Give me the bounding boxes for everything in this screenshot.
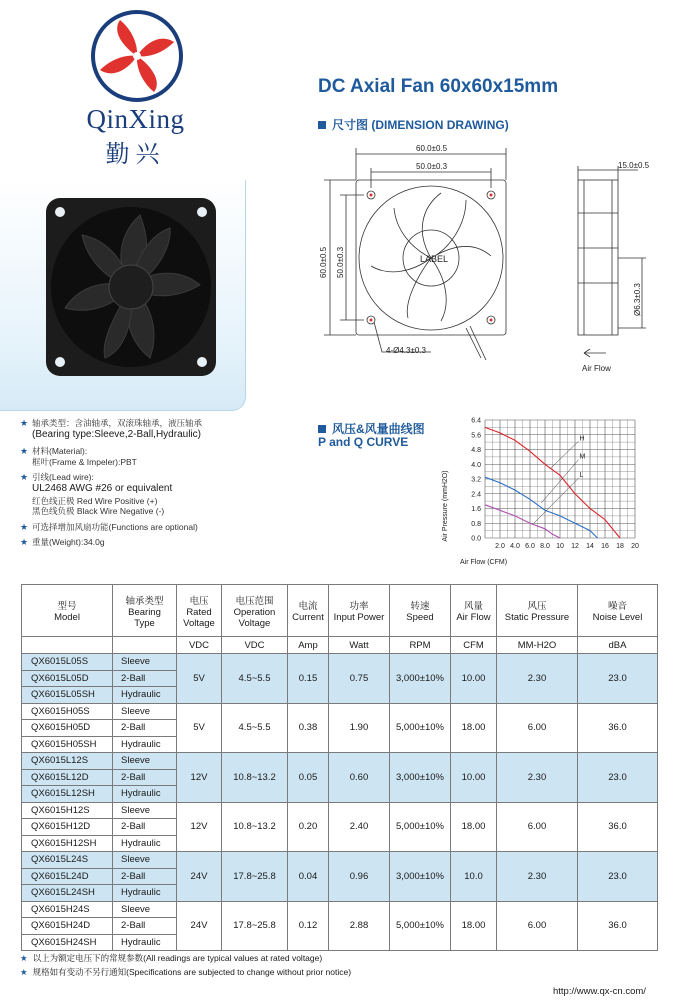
product-photo-panel [0, 180, 246, 411]
cell-current: 0.15 [288, 654, 329, 704]
th-speed: 转速 Speed [390, 585, 451, 637]
logo-pinwheel-icon [82, 6, 192, 106]
y-tick-label: 4.0 [471, 461, 481, 469]
cell-speed: 5,000±10% [390, 901, 451, 951]
cell-bearing: Sleeve [113, 703, 177, 720]
cell-model: QX6015H12SH [22, 835, 113, 852]
cell-power: 0.75 [329, 654, 390, 704]
unit-power: Watt [329, 637, 390, 654]
th-airflow: 风量 Air Flow [451, 585, 497, 637]
square-bullet-icon [318, 425, 326, 433]
x-tick-label: 10 [556, 543, 564, 550]
th-range: 电压范围 Operation Voltage [222, 585, 288, 637]
cell-pressure: 2.30 [497, 753, 578, 803]
cell-voltage: 12V [177, 802, 222, 852]
pq-xlabel: Air Flow (CFM) [460, 559, 508, 566]
unit-bearing [113, 637, 177, 654]
cell-bearing: 2-Ball [113, 918, 177, 935]
cell-noise: 23.0 [578, 852, 658, 902]
cell-pressure: 6.00 [497, 901, 578, 951]
cell-range: 10.8~13.2 [222, 753, 288, 803]
brand-name-cn: 勤兴 [105, 140, 166, 168]
cell-noise: 36.0 [578, 901, 658, 951]
cell-power: 0.96 [329, 852, 390, 902]
cell-power: 0.60 [329, 753, 390, 803]
cell-bearing: Sleeve [113, 753, 177, 770]
curve-label-L: L [579, 472, 584, 480]
y-tick-label: 0.8 [471, 520, 481, 528]
unit-airflow: CFM [451, 637, 497, 654]
table-row [22, 703, 658, 720]
cell-bearing: Sleeve [113, 654, 177, 671]
table-row [22, 654, 658, 671]
spec-bearing-cn: 轴承类型：含油轴承，双滚珠轴承，液压轴承 [32, 418, 203, 428]
cell-model: QX6015H24SH [22, 934, 113, 951]
cell-power: 1.90 [329, 703, 390, 753]
th-pressure: 风压 Static Pressure [497, 585, 578, 637]
footnote-1: ★ 以上为额定电压下的常规参数(All readings are typical values at rated voltage) [20, 953, 323, 963]
th-power: 功率 Input Power [329, 585, 390, 637]
spec-bearing-en: (Bearing type:Sleeve,2-Ball,Hydraulic) [32, 428, 201, 440]
spec-red-wire: 红色线正极 Red Wire Positive (+) [32, 495, 158, 506]
y-tick-label: 5.6 [471, 432, 481, 440]
cell-model: QX6015L12S [22, 753, 113, 770]
cell-airflow: 18.00 [451, 802, 497, 852]
y-tick-label: 1.6 [471, 506, 481, 513]
cell-model: QX6015H24D [22, 918, 113, 935]
spec-lead-wire [20, 472, 280, 516]
cell-current: 0.04 [288, 852, 329, 902]
cell-airflow: 18.00 [451, 703, 497, 753]
cell-model: QX6015L24S [22, 852, 113, 869]
cell-voltage: 12V [177, 753, 222, 803]
cell-noise: 23.0 [578, 753, 658, 803]
dimension-heading-en: (DIMENSION DRAWING) [371, 118, 509, 132]
cell-bearing: 2-Ball [113, 720, 177, 737]
spec-bearing [20, 418, 280, 441]
cell-noise: 23.0 [578, 654, 658, 704]
cell-model: QX6015H24S [22, 901, 113, 918]
cell-noise: 36.0 [578, 802, 658, 852]
th-current: 电流 Current [288, 585, 329, 637]
cell-current: 0.38 [288, 703, 329, 753]
spec-functions [20, 522, 280, 533]
cell-range: 17.8~25.8 [222, 852, 288, 902]
footnote-2: ★ 规格如有变动不另行通知(Specifications are subjected to change without prior notice) [20, 966, 352, 977]
dim-hub-dia: Ø6.3±0.3 [633, 283, 642, 316]
cell-model: QX6015H12D [22, 819, 113, 836]
cell-voltage: 24V [177, 901, 222, 951]
y-tick-label: 2.4 [471, 491, 481, 499]
curve-label-H: H [579, 435, 585, 443]
cell-voltage: 5V [177, 703, 222, 753]
cell-airflow: 10.00 [451, 654, 497, 704]
spec-weight [20, 537, 280, 548]
dimension-heading [318, 116, 509, 133]
x-tick-label: 2.0 [495, 543, 505, 550]
pq-heading-cn: 风压&风量曲线图 [332, 422, 425, 436]
dim-mount-hole: 4-Ø4.3±0.3 [386, 346, 426, 355]
x-tick-label: 18 [616, 543, 624, 550]
spec-black-wire: 黑色线负极 Black Wire Negative (-) [32, 506, 165, 517]
page-title: DC Axial Fan 60x60x15mm [318, 76, 559, 97]
x-tick-label: 16 [601, 543, 609, 550]
table-row [22, 802, 658, 819]
x-tick-label: 4.0 [510, 543, 520, 550]
cell-speed: 3,000±10% [390, 852, 451, 902]
cell-bearing: Hydraulic [113, 786, 177, 803]
spec-material [20, 446, 280, 467]
cell-model: QX6015H12S [22, 802, 113, 819]
cell-model: QX6015H05SH [22, 736, 113, 753]
cell-model: QX6015H05D [22, 720, 113, 737]
curve-leader-line [534, 478, 579, 523]
cell-noise: 36.0 [578, 703, 658, 753]
spec-weight-text: 重量(Weight):34.0g [32, 537, 105, 548]
th-voltage: 电压 Rated Voltage [177, 585, 222, 637]
cell-model: QX6015L24SH [22, 885, 113, 902]
cell-current: 0.05 [288, 753, 329, 803]
unit-current: Amp [288, 637, 329, 654]
dim-height-outer: 60.0±0.5 [319, 246, 328, 278]
dim-height-holes: 50.0±0.3 [336, 246, 345, 278]
cell-bearing: Sleeve [113, 802, 177, 819]
cell-bearing: 2-Ball [113, 670, 177, 687]
star-bullet-icon: ★ [20, 521, 29, 532]
th-noise: 噪音 Noise Level [578, 585, 658, 637]
cell-bearing: Sleeve [113, 901, 177, 918]
cell-current: 0.20 [288, 802, 329, 852]
cell-range: 4.5~5.5 [222, 654, 288, 704]
cell-bearing: Hydraulic [113, 934, 177, 951]
table-row [22, 852, 658, 869]
cell-bearing: 2-Ball [113, 868, 177, 885]
star-bullet-icon: ★ [20, 446, 29, 457]
cell-power: 2.40 [329, 802, 390, 852]
square-bullet-icon [318, 121, 326, 129]
th-model: 型号 Model [22, 585, 113, 637]
cell-range: 10.8~13.2 [222, 802, 288, 852]
footnotes [20, 952, 351, 979]
star-bullet-icon: ★ [20, 418, 29, 428]
cell-power: 2.88 [329, 901, 390, 951]
cell-bearing: Hydraulic [113, 736, 177, 753]
cell-airflow: 10.00 [451, 753, 497, 803]
cell-airflow: 18.00 [451, 901, 497, 951]
cell-model: QX6015L05S [22, 654, 113, 671]
y-tick-label: 4.8 [471, 447, 481, 454]
cell-current: 0.12 [288, 901, 329, 951]
y-tick-label: 3.2 [471, 476, 481, 484]
cell-voltage: 5V [177, 654, 222, 704]
unit-model [22, 637, 113, 654]
cell-model: QX6015L05SH [22, 687, 113, 704]
unit-voltage: VDC [177, 637, 222, 654]
cell-pressure: 6.00 [497, 703, 578, 753]
table-row [22, 901, 658, 918]
cell-model: QX6015L24D [22, 868, 113, 885]
cell-speed: 5,000±10% [390, 703, 451, 753]
cell-model: QX6015H05S [22, 703, 113, 720]
cell-bearing: Hydraulic [113, 687, 177, 704]
cell-speed: 5,000±10% [390, 802, 451, 852]
y-tick-label: 6.4 [471, 417, 481, 425]
pq-ylabel: Air Pressure (mmH2O) [442, 470, 449, 542]
dim-width-outer: 60.0±0.5 [416, 144, 448, 153]
unit-speed: RPM [390, 637, 451, 654]
star-bullet-icon: ★ [20, 966, 28, 977]
cell-range: 4.5~5.5 [222, 703, 288, 753]
table-row [22, 753, 658, 770]
cell-bearing: Hydraulic [113, 885, 177, 902]
fan-photo [0, 180, 245, 410]
cell-bearing: Hydraulic [113, 835, 177, 852]
dimension-heading-cn: 尺寸图 [332, 118, 369, 132]
x-tick-label: 6.0 [525, 543, 535, 550]
x-tick-label: 8.0 [540, 543, 550, 550]
y-tick-label: 0.0 [471, 535, 481, 543]
star-bullet-icon: ★ [20, 953, 28, 963]
cell-model: QX6015L05D [22, 670, 113, 687]
dim-width-holes: 50.0±0.3 [416, 162, 448, 171]
spec-table [21, 584, 658, 951]
cell-model: QX6015L12D [22, 769, 113, 786]
spec-functions-text: 可选择增加风扇功能(Functions are optional) [32, 521, 198, 532]
star-bullet-icon: ★ [20, 537, 29, 548]
cell-bearing: 2-Ball [113, 819, 177, 836]
brand-name: QinXing [86, 104, 185, 134]
spec-lead-wire-cn: 引线(Lead wire): [32, 472, 94, 483]
air-flow-arrow-icon [584, 349, 606, 357]
cell-pressure: 2.30 [497, 852, 578, 902]
cell-pressure: 2.30 [497, 654, 578, 704]
pq-chart [440, 416, 660, 568]
dim-thickness: 15.0±0.5 [618, 161, 650, 170]
cell-model: QX6015L12SH [22, 786, 113, 803]
x-tick-label: 12 [571, 543, 579, 550]
x-tick-label: 20 [631, 543, 639, 550]
cell-range: 17.8~25.8 [222, 901, 288, 951]
unit-range: VDC [222, 637, 288, 654]
cell-speed: 3,000±10% [390, 753, 451, 803]
dimension-drawing [316, 138, 656, 376]
cell-bearing: Sleeve [113, 852, 177, 869]
spec-lead-wire-en: UL2468 AWG #26 or equivalent [32, 483, 173, 494]
th-bearing: 轴承类型 Bearing Type [113, 585, 177, 637]
website-url[interactable]: http://www.qx-cn.com/ [553, 986, 646, 997]
curve-label-M: M [579, 453, 586, 461]
pq-heading-en: P and Q CURVE [318, 435, 409, 449]
star-bullet-icon: ★ [20, 472, 29, 483]
unit-pressure: MM-H2O [497, 637, 578, 654]
cell-voltage: 24V [177, 852, 222, 902]
fan-label-text: LABEL [420, 254, 449, 264]
x-tick-label: 14 [586, 543, 594, 550]
unit-noise: dBA [578, 637, 658, 654]
curve-leader-line [551, 441, 579, 468]
cell-bearing: 2-Ball [113, 769, 177, 786]
spec-material-cn: 材料(Material): [32, 446, 88, 457]
air-flow-label: Air Flow [582, 364, 611, 373]
spec-list [20, 418, 280, 553]
cell-pressure: 6.00 [497, 802, 578, 852]
spec-material-en: 框叶(Frame & Impeler):PBT [32, 456, 137, 467]
cell-airflow: 10.0 [451, 852, 497, 902]
cell-speed: 3,000±10% [390, 654, 451, 704]
